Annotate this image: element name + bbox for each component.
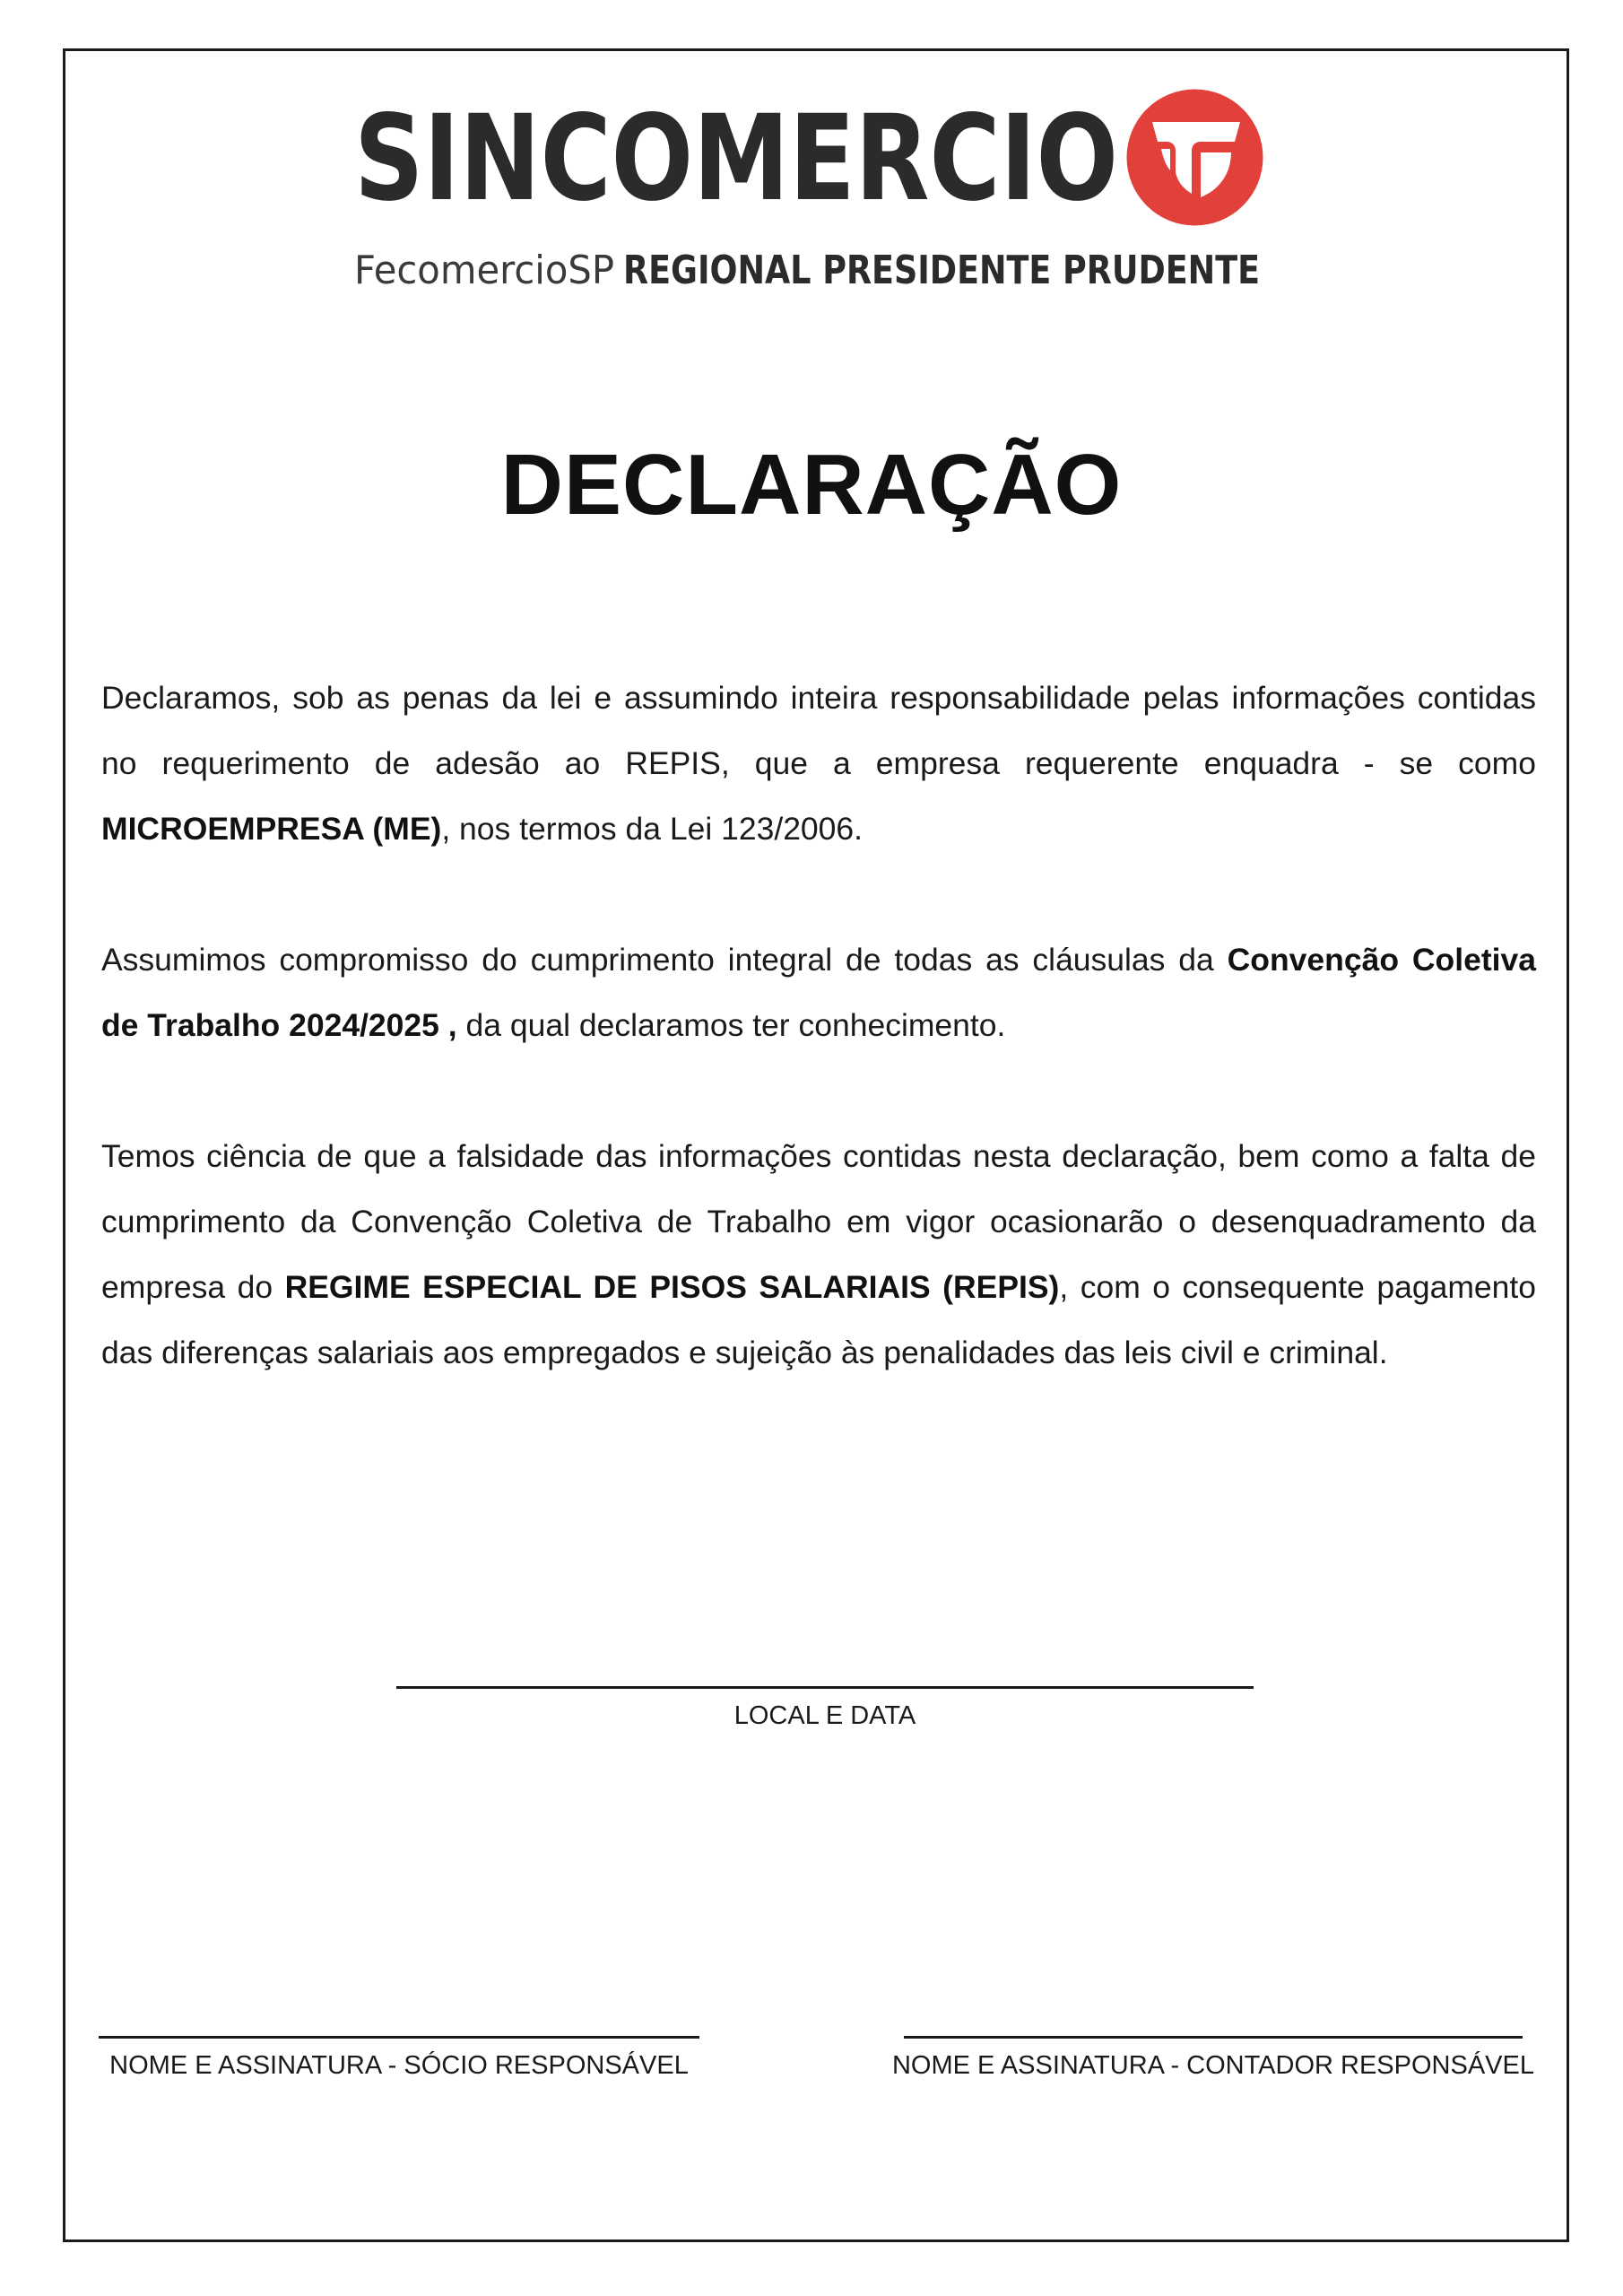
paragraph-2-line-1-start: Assumimos compromisso do cumprimento integral de todas as cláusulas da <box>101 942 1228 978</box>
paragraph-3-line-3-rest: , com o consequente pagamento <box>1059 1269 1536 1305</box>
contador-signature-label: NOME E ASSINATURA - CONTADOR RESPONSÁVEL <box>891 2051 1534 2080</box>
declaration-paragraph-1 <box>101 665 1536 862</box>
paragraph-3-line-2: cumprimento da Convenção Coletiva de Trabalho em vigor ocasionarão o desenquadramento da <box>101 1204 1536 1239</box>
logo-subline <box>354 242 1260 296</box>
convencao-bold: Convenção Coletiva <box>1227 942 1536 978</box>
declaration-paragraph-3 <box>101 1124 1536 1386</box>
paragraph-1-line-2: no requerimento de adesão ao REPIS, que a empresa requerente enquadra - se como <box>101 745 1536 781</box>
repis-bold: REGIME ESPECIAL DE PISOS SALARIAIS (REPIS) <box>284 1269 1060 1305</box>
sincomercio-emblem-icon <box>1125 88 1264 227</box>
declaration-paragraph-2 <box>101 927 1536 1058</box>
paragraph-3-line-3-start: empresa do <box>101 1269 285 1305</box>
paragraph-2-line-2-rest: da qual declaramos ter conhecimento. <box>456 1007 1006 1043</box>
logo-wordmark-text: SINCOMERCIO <box>354 90 1118 228</box>
socio-signature-line[interactable] <box>99 2036 699 2039</box>
paragraph-1-line-1: Declaramos, sob as penas da lei e assumindo inteira responsabilidade pelas informações contidas <box>101 680 1536 716</box>
local-data-signature-line[interactable] <box>396 1686 1254 1689</box>
trabalho-bold: de Trabalho 2024/2025 , <box>101 1007 457 1043</box>
logo-subline-regional: REGIONAL PRESIDENTE PRUDENTE <box>623 248 1260 293</box>
microempresa-bold: MICROEMPRESA (ME) <box>101 811 442 847</box>
paragraph-3-line-3 <box>101 1255 1536 1320</box>
contador-signature-line[interactable] <box>904 2036 1523 2039</box>
paragraph-2-line-1 <box>101 927 1536 993</box>
paragraph-3-line-4: das diferenças salariais aos empregados e sujeição às penalidades das leis civil e criminal. <box>101 1335 1388 1370</box>
socio-signature-label: NOME E ASSINATURA - SÓCIO RESPONSÁVEL <box>109 2051 689 2080</box>
page-title: DECLARAÇÃO <box>500 437 1123 533</box>
paragraph-1-line-3 <box>101 811 863 847</box>
local-data-label: LOCAL E DATA <box>733 1701 916 1730</box>
paragraph-1-line-3-rest: , nos termos da Lei 123/2006. <box>441 811 864 847</box>
logo-wordmark <box>354 90 1125 228</box>
paragraph-3-line-1: Temos ciência de que a falsidade das informações contidas nesta declaração, bem como a falta de <box>101 1138 1536 1174</box>
logo-subline-fecomercio: FecomercioSP <box>354 248 614 293</box>
sincomercio-logo <box>354 88 1260 303</box>
paragraph-2-line-2 <box>101 1007 1005 1043</box>
